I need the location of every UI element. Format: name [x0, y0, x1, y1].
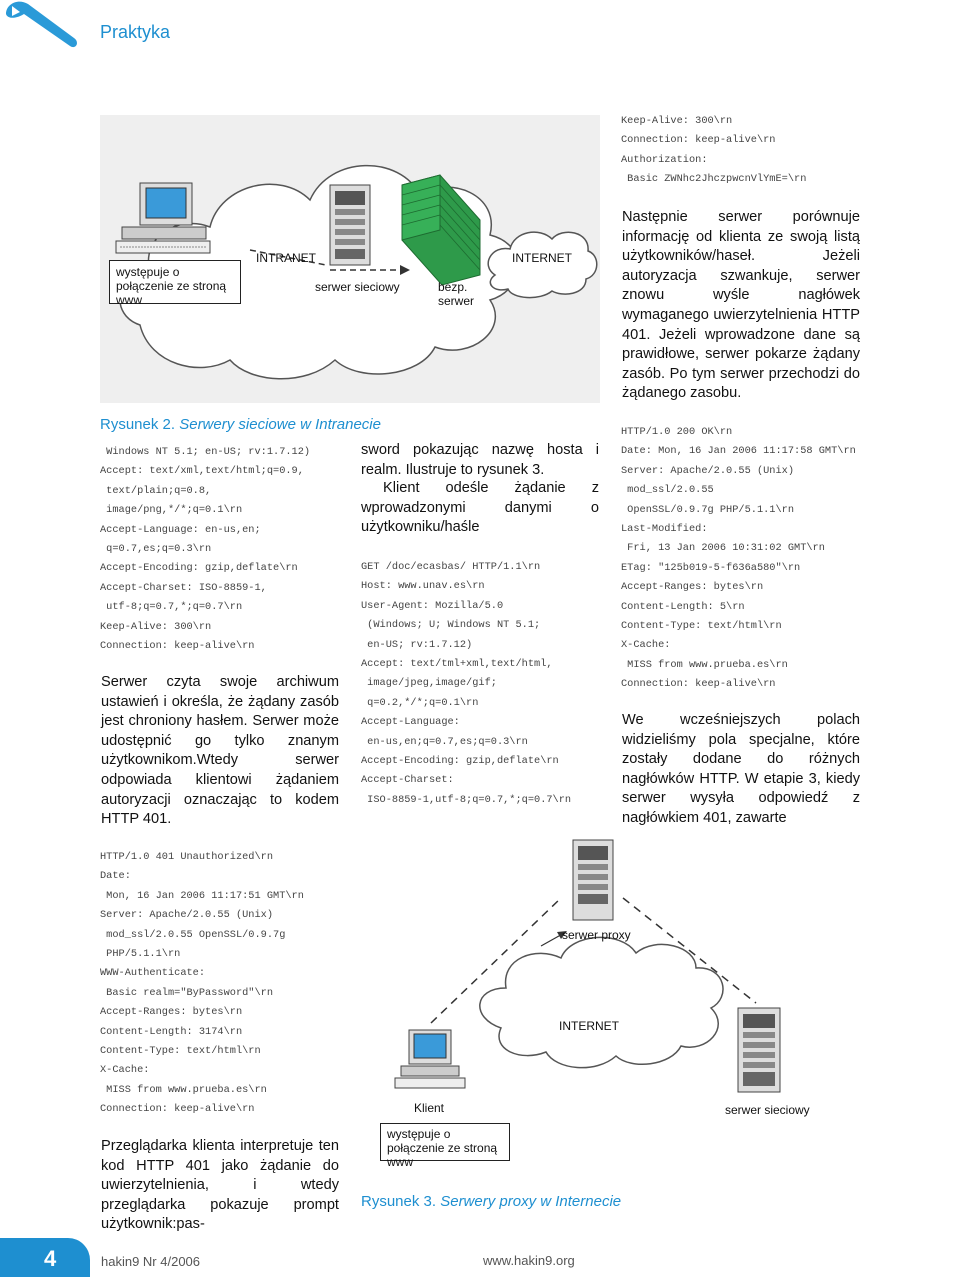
code-line: Content-Length: 5\rn — [621, 600, 745, 613]
firewall-label: bezp. serwer — [438, 280, 475, 308]
code-line: Accept: text/xml,text/html;q=0.9, — [100, 465, 304, 478]
col3-paragraph-2: We wcześniejszych polach widzieliśmy pola specjalne, które zostały dodane do różnych nagłówków HTTP. W etapie 3, kiedy serwer wysyła odpowiedź z nagłówkiem 401, zawarte — [622, 712, 860, 826]
code-line: Accept-Encoding: gzip,deflate\rn — [361, 754, 559, 767]
internet-label: INTERNET — [559, 1019, 619, 1033]
internet-cloud — [480, 937, 723, 1067]
code-line: MISS from www.prueba.es\rn — [100, 1083, 267, 1096]
code-line: q=0.2,*/*;q=0.1\rn — [361, 696, 479, 709]
code-line: Accept-Charset: ISO-8859-1, — [100, 581, 267, 594]
computer-icon — [116, 183, 210, 253]
code-line: Server: Apache/2.0.55 (Unix) — [621, 464, 795, 477]
code-line: Accept-Encoding: gzip,deflate\rn — [100, 562, 298, 575]
code-line: en-US; rv:1.7.12) — [361, 638, 473, 651]
caption-number: Rysunek 3. — [361, 1193, 437, 1210]
code-line: Host: www.unav.es\rn — [361, 580, 485, 593]
code-line: User-Agent: Mozilla/5.0 — [361, 599, 504, 612]
caption-number: Rysunek 2. — [100, 416, 176, 433]
code-line: Keep-Alive: 300\rn — [100, 620, 212, 633]
code-line: Mon, 16 Jan 2006 11:17:51 GMT\rn — [100, 889, 304, 902]
code-line: Basic realm="ByPassword"\rn — [100, 986, 274, 999]
code-line: MISS from www.prueba.es\rn — [621, 658, 788, 671]
code-line: Content-Type: text/html\rn — [621, 619, 782, 632]
code-line: WWW-Authenticate: — [100, 967, 206, 980]
lower-paragraph: Przeglądarka klienta interpretuje ten kod HTTP 401 jako żądanie do uwierzytelnienia, i wtedy przeglądarka pokazuje prompt użytkownik:pas- — [101, 1138, 339, 1233]
lower-code — [100, 848, 350, 1119]
wrench-icon — [4, 0, 96, 48]
footer-magazine: hakin9 Nr 4/2006 — [101, 1254, 201, 1269]
code-line: Last-Modified: — [621, 522, 708, 535]
code-line: Content-Length: 3174\rn — [100, 1025, 243, 1038]
code-line: Fri, 13 Jan 2006 10:31:02 GMT\rn — [621, 542, 825, 555]
code-line: Connection: keep-alive\rn — [621, 134, 776, 147]
code-line: GET /doc/ecasbas/ HTTP/1.1\rn — [361, 561, 541, 573]
code-line: Connection: keep-alive\rn — [100, 639, 255, 652]
internet-label: INTERNET — [512, 251, 572, 265]
col2-paragraph-2: Klient odeśle żądanie z wprowadzonymi danymi o użytkowniku/haśle — [361, 480, 599, 536]
page-number-badge — [0, 1238, 90, 1277]
code-line: PHP/5.1.1\rn — [100, 947, 181, 960]
header — [0, 0, 960, 62]
code-line: ISO-8859-1,utf-8;q=0.7,*;q=0.7\rn — [361, 793, 572, 806]
caption-text: Serwery sieciowe w Intranecie — [179, 416, 381, 433]
figure-3 — [361, 838, 861, 1168]
code-line: Connection: keep-alive\rn — [100, 1103, 255, 1116]
code-line: text/plain;q=0.8, — [100, 484, 212, 497]
code-line: Accept-Charset: — [361, 774, 454, 787]
code-line: Date: — [100, 870, 131, 883]
client-computer-icon — [395, 1030, 465, 1088]
code-line: mod_ssl/2.0.55 — [621, 484, 714, 497]
code-line: Keep-Alive: 300\rn — [621, 115, 733, 127]
section-title: Praktyka — [100, 22, 171, 42]
col1-code — [100, 443, 350, 656]
code-line: Basic ZWNhc2JhczpwcnVlYmE=\rn — [621, 173, 807, 186]
code-line: Content-Type: text/html\rn — [100, 1044, 261, 1057]
page-number: 4 — [44, 1246, 57, 1271]
code-line: mod_ssl/2.0.55 OpenSSL/0.9.7g — [100, 928, 286, 941]
col1-paragraph: Serwer czyta swoje archiwum ustawień i określa, że żądany zasób jest chroniony hasłem. Serwer może udostępnić go tylko znanym użytkownikom.Wtedy serwer odpowiada klientowi żądaniem autoryzacji oznaczając to kodem HTTP 401. — [101, 674, 339, 828]
code-line: X-Cache: — [621, 639, 671, 652]
figure-2-caption — [100, 416, 381, 433]
intranet-label: INTRANET — [256, 251, 316, 265]
code-line: q=0.7,es;q=0.3\rn — [100, 542, 212, 555]
code-line: Accept-Ranges: bytes\rn — [621, 581, 764, 594]
code-line: Accept-Ranges: bytes\rn — [100, 1006, 243, 1019]
code-line: Connection: keep-alive\rn — [621, 678, 776, 691]
proxy-label: serwer proxy — [562, 928, 631, 942]
footer-url: www.hakin9.org — [483, 1253, 575, 1268]
col3-code-top — [621, 112, 951, 190]
code-line: X-Cache: — [100, 1064, 150, 1077]
code-line: Server: Apache/2.0.55 (Unix) — [100, 909, 274, 922]
figure-2 — [100, 115, 600, 403]
code-line: HTTP/1.0 200 OK\rn — [621, 426, 733, 438]
code-line: Accept: text/tml+xml,text/html, — [361, 657, 553, 670]
proxy-server-icon — [573, 840, 613, 920]
request-bubble — [380, 1123, 510, 1169]
code-line: OpenSSL/0.9.7g PHP/5.1.1\rn — [621, 503, 795, 516]
code-line: en-us,en;q=0.7,es;q=0.3\rn — [361, 735, 528, 748]
web-server-icon — [738, 1008, 780, 1092]
code-line: HTTP/1.0 401 Unauthorized\rn — [100, 851, 274, 863]
request-bubble-text: występuje o połączenie ze stroną www — [116, 265, 227, 307]
code-line: Date: Mon, 16 Jan 2006 11:17:58 GMT\rn — [621, 445, 856, 458]
col2-code — [361, 558, 611, 810]
server-label: serwer sieciowy — [315, 280, 400, 294]
col3-code-mid — [621, 423, 956, 694]
server-icon — [330, 185, 370, 265]
code-line: (Windows; U; Windows NT 5.1; — [361, 619, 541, 632]
server-label: serwer sieciowy — [725, 1103, 810, 1117]
code-line: image/png,*/*;q=0.1\rn — [100, 504, 243, 517]
code-line: Windows NT 5.1; en-US; rv:1.7.12) — [100, 446, 311, 458]
figure-3-caption — [361, 1193, 621, 1210]
col3-paragraph-1: Następnie serwer porównuje informację od klienta ze swoją listą użytkowników/haseł. Jeżeli autoryzacja szwankuje, serwer znowu wyśle nagłówek wymaganego uwierzytelnienia HTTP 401. Jeżeli wprowadzone dane są prawidłowe, serwer pokarze żądany zasób. Po tym serwer przechodzi do żądanego zasobu. — [622, 209, 860, 402]
code-line: ETag: "125b019-5-f636a580"\rn — [621, 561, 801, 574]
request-bubble-text: występuje o połączenie ze stroną www — [387, 1127, 498, 1169]
code-line: Authorization: — [621, 153, 708, 166]
code-line: Accept-Language: en-us,en; — [100, 523, 261, 536]
caption-text: Serwery proxy w Internecie — [440, 1193, 622, 1210]
code-line: image/jpeg,image/gif; — [361, 677, 497, 690]
code-line: Accept-Language: — [361, 716, 460, 729]
request-bubble — [109, 260, 241, 307]
figure-3-drawing — [361, 838, 861, 1168]
code-line: utf-8;q=0.7,*;q=0.7\rn — [100, 601, 243, 614]
client-label: Klient — [414, 1101, 445, 1115]
col2-paragraph-1: sword pokazując nazwę hosta i realm. Ilustruje to rysunek 3. — [361, 442, 599, 478]
